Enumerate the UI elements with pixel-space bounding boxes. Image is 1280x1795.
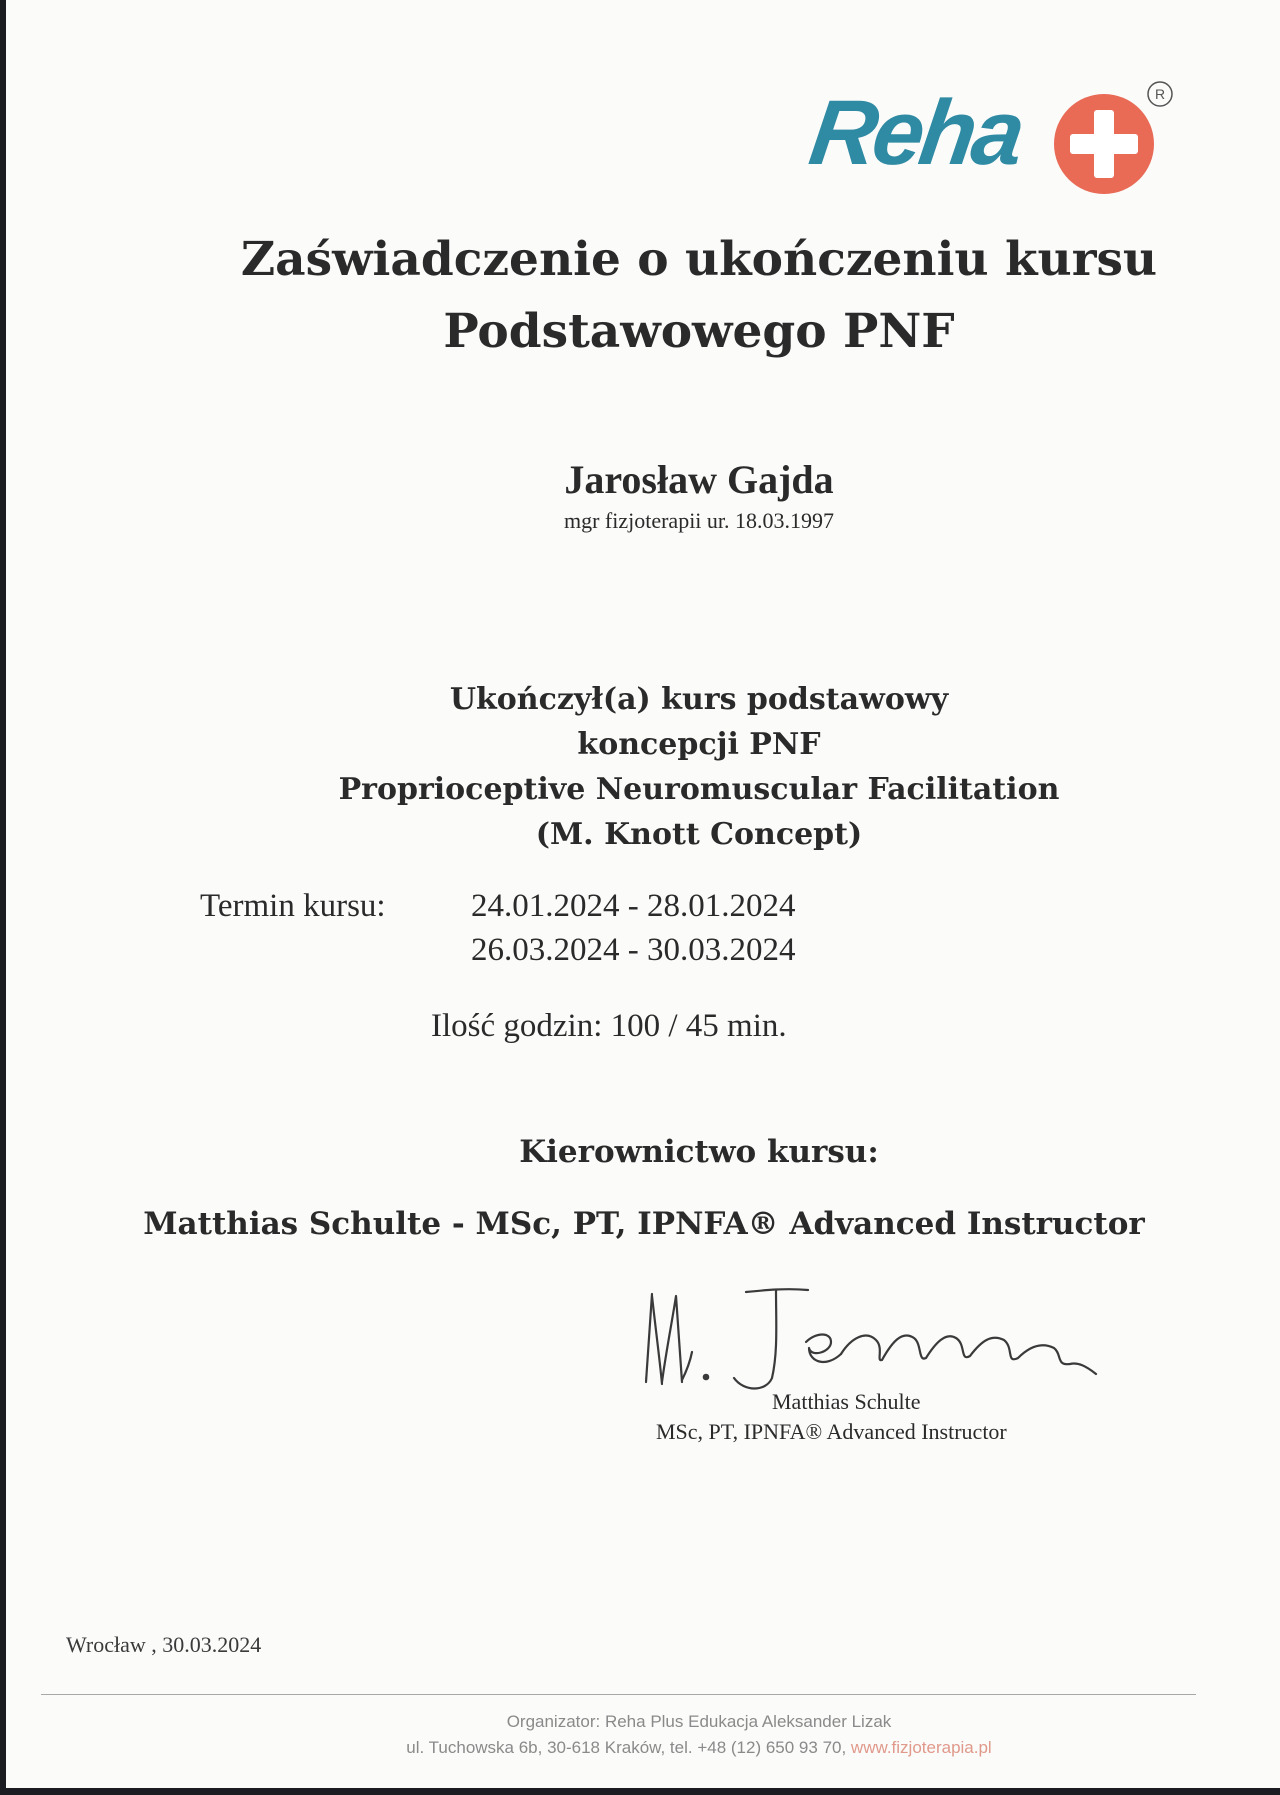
term-label: Termin kursu:	[200, 888, 386, 924]
footer-website-link[interactable]: www.fizjoterapia.pl	[850, 1738, 992, 1757]
svg-text:Reha: Reha	[803, 80, 1028, 184]
course-hours: Ilość godzin: 100 / 45 min.	[431, 1008, 787, 1044]
registered-mark-icon	[1146, 80, 1174, 108]
term-dates-2: 26.03.2024 - 30.03.2024	[471, 932, 796, 968]
footer-organizer: Organizator: Reha Plus Edukacja Aleksander Lizak	[506, 1712, 892, 1731]
plus-icon	[1052, 92, 1156, 196]
certificate-title-line-2: Podstawowego PNF	[443, 304, 955, 359]
signature-name: Matthias Schulte	[772, 1389, 921, 1414]
course-line-2: koncepcji PNF	[577, 727, 821, 762]
scan-edge-bottom	[0, 1788, 1280, 1795]
logo-wordmark	[797, 78, 1065, 203]
handwritten-signature	[626, 1282, 1106, 1402]
course-line-3: Proprioceptive Neuromuscular Facilitation	[338, 772, 1060, 807]
footer-address-text: ul. Tuchowska 6b, 30-618 Kraków, tel. +48 (12) 650 93 70,	[406, 1738, 851, 1757]
svg-text:R: R	[1154, 86, 1166, 102]
certificate-sheet	[6, 0, 1280, 1788]
participant-details: mgr fizjoterapii ur. 18.03.1997	[563, 508, 835, 533]
signature-title: MSc, PT, IPNFA® Advanced Instructor	[656, 1419, 1007, 1444]
course-line-1: Ukończył(a) kurs podstawowy	[449, 682, 949, 717]
term-dates-1: 24.01.2024 - 28.01.2024	[471, 888, 796, 924]
course-leadership-person: Matthias Schulte - MSc, PT, IPNFA® Advanced Instructor	[143, 1206, 1145, 1242]
footer-divider	[41, 1694, 1196, 1695]
footer-address	[61, 1738, 1280, 1758]
certificate-title-line-1: Zaświadczenie o ukończeniu kursu	[240, 232, 1158, 287]
reha-plus-logo	[803, 76, 1186, 206]
participant-name: Jarosław Gajda	[564, 457, 834, 502]
course-line-4: (M. Knott Concept)	[535, 817, 863, 852]
course-leadership-label: Kierownictwo kursu:	[519, 1134, 879, 1170]
place-and-date: Wrocław , 30.03.2024	[66, 1632, 262, 1657]
